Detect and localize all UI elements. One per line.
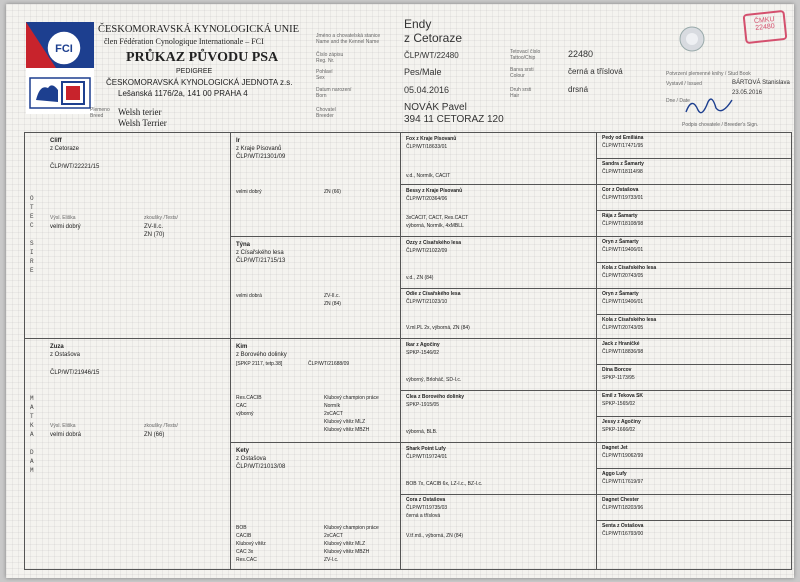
dam-tests-label: zkoušky /Tests/ (144, 423, 178, 429)
gen3-7-reg: ČLP/WT/19735/03 (406, 505, 448, 511)
reg-label: Číslo zápisu Reg. Nr. (316, 52, 344, 64)
gen3-1-reg: ČLP/WT/20364/06 (406, 196, 448, 202)
gen4-3-name: Rája z Šamarty (602, 213, 638, 219)
gen4-9-name: Dina Borcov (602, 367, 632, 373)
gen2-2-note-h: Klubový vítěz MBZH (324, 427, 370, 433)
gen2-3-note-j: ZV-I.c. (324, 557, 339, 563)
pedigree-certificate (6, 4, 794, 578)
gen2-3-note-c: Klubový vítěz (236, 541, 266, 547)
gen2-0-kennel: z Kraje Písovanů (236, 146, 282, 152)
gen2-1-kennel: z Císařského lesa (236, 250, 284, 256)
gen3-4-name: Ikar z Agočiny (406, 342, 440, 348)
sire-test-1: ZV-II.c. (144, 224, 164, 230)
gen4-10-name: Emil z Tekova SK (602, 393, 644, 399)
club-address: Lešanská 1176/2a, 141 00 PRAHA 4 (118, 89, 248, 98)
gen4-13-name: Aggo Lufy (602, 471, 627, 477)
gen4-5-name: Kola z Císařského lesa (602, 265, 657, 271)
gen3-7-note: V.tř.mš., výborná, ZN (84) (406, 533, 464, 539)
gen4-3-reg: ČLP/WT/18108/98 (602, 221, 644, 227)
tattoo-label: Tetovací číslo Tattoo/Chip (510, 49, 541, 61)
breeder-label: Chovatel Breeder (316, 107, 336, 119)
gen4-15-name: Senta z Ostašova (602, 523, 644, 529)
gen3-4-reg: SPKP-1546/02 (406, 350, 440, 356)
gen4-12-name: Dagnet Jet (602, 445, 628, 451)
hologram-mark (670, 24, 714, 54)
dog-hair: drsná (568, 85, 589, 94)
gen4-14-reg: ČLP/WT/18203/96 (602, 505, 644, 511)
issued-by: BÁRTOVÁ Stanislava (732, 80, 790, 86)
gen2-2-reg2: [SPKP 2117, tetp.38] (236, 361, 283, 367)
gen2-3-note-e: Res.CAC (236, 557, 257, 563)
gen4-11-reg: SPKP-1666/02 (602, 427, 636, 433)
gen3-3-name: Odie z Císařského lesa (406, 291, 461, 297)
dog-colour: černá a tříslová (568, 67, 623, 76)
dam-name: Zuza (50, 344, 64, 350)
breeder-address: 394 11 CETORAZ 120 (404, 114, 504, 125)
date-label: Dne / Date (666, 98, 690, 104)
sire-show-label: Výsl. Eliška (50, 215, 76, 221)
gen2-2-note-f: 2xCACT (324, 411, 343, 417)
dog-name-1: Endy (404, 17, 432, 31)
breed-czech: Welsh terier (118, 107, 162, 117)
dog-reg: ČLP/WT/22480 (404, 51, 459, 60)
gen4-12-reg: ČLP/WT/19062/99 (602, 453, 644, 459)
gen3-2-name: Ozzy z Císařského lesa (406, 240, 462, 246)
gen2-3-note-g: 2xCACT (324, 533, 343, 539)
sire-reg: ČLP/WT/22221/15 (50, 164, 100, 170)
org-membership: člen Fédération Cynologique Internationale – FCI (104, 37, 264, 46)
gen2-3-name: Kety (236, 448, 250, 454)
dam-show-label: Výsl. Eliška (50, 423, 76, 429)
gen3-0-note: v.d., Normík, CACIT (406, 173, 451, 179)
dog-tattoo: 22480 (568, 49, 594, 59)
gen4-6-reg: ČLP/WT/19406/01 (602, 299, 644, 305)
gen3-4-note: výborný, Brloháč, SD-I.c. (406, 377, 462, 383)
gen3-6-name: Shark Point Lufy (406, 446, 446, 452)
sire-test-2: ZN (70) (144, 232, 165, 238)
gen3-2-reg: ČLP/WT/21022/09 (406, 248, 448, 254)
studbook-label: Potvrzení plemenné knihy / Stud Book (666, 71, 751, 77)
gen3-7-reg2: černá a tříslová (406, 513, 441, 519)
org-name: ČESKOMORAVSKÁ KYNOLOGICKÁ UNIE (98, 24, 300, 35)
gen2-2-reg: ČLP/WT/21688/09 (308, 361, 350, 367)
gen4-7-reg: ČLP/WT/20743/05 (602, 325, 644, 331)
gen2-1-note-c: ZN (84) (324, 301, 341, 307)
gen2-3-reg: ČLP/WT/21013/08 (236, 464, 286, 470)
gen2-3-note-a: BOB (236, 525, 247, 531)
issued-label: Vystavil / Issued (666, 81, 702, 87)
gen3-6-reg: ČLP/WT/19724/01 (406, 454, 448, 460)
breed-label: Plemeno Breed (90, 107, 110, 119)
issue-date: 23.05.2016 (732, 90, 763, 96)
breed-english: Welsh Terrier (118, 118, 167, 128)
gen2-0-name: Ir (236, 138, 241, 144)
breeder-sign-label: Podpis chovatele / Breeder's Sign. (682, 122, 759, 128)
gen2-1-note-b: ZV-II.c. (324, 293, 340, 299)
dog-sex: Pes/Male (404, 67, 442, 77)
gen4-8-name: Jack z Hraničké (602, 341, 640, 347)
gen4-1-reg: ČLP/WT/18114/98 (602, 169, 643, 175)
gen4-1-name: Sandra z Šamarty (602, 161, 644, 167)
gen3-0-reg: ČLP/WT/18633/01 (406, 144, 448, 150)
gen4-10-reg: SPKP-1565/02 (602, 401, 636, 407)
gen2-2-kennel: z Borového dolinky (236, 352, 287, 358)
breeder-name: NOVÁK Pavel (404, 102, 467, 113)
gen4-8-reg: ČLP/WT/18836/98 (602, 349, 644, 355)
fci-logo-text: FCI (55, 43, 73, 55)
colour-label: Barva srsti Colour (510, 67, 534, 79)
sire-side-label: O T E C S I R E (30, 195, 34, 274)
club-name: ČESKOMORAVSKÁ KYNOLOGICKÁ JEDNOTA z.s. (106, 78, 293, 87)
gen4-2-reg: ČLP/WT/19733/01 (602, 195, 644, 201)
sire-tests-label: zkoušky /Tests/ (144, 215, 178, 221)
gen2-0-reg: ČLP/WT/21301/09 (236, 154, 286, 160)
gen3-6-note: BOB 7x, CACIB 6x, LZ-I.c., BZ-I.c. (406, 481, 483, 487)
gen2-3-note-i: Klubový vítěz MBZH (324, 549, 370, 555)
name-label: Jméno a chovatelská stanice Name and the Kennel Name (316, 33, 381, 45)
signature (682, 92, 742, 120)
cmku-logo (26, 22, 94, 114)
dog-name-2: z Cetoraze (404, 31, 463, 45)
dam-kennel: z Ostašova (50, 352, 81, 358)
dam-reg: ČLP/WT/21946/15 (50, 370, 100, 376)
gen4-11-name: Jessy z Agočiny (602, 419, 641, 425)
gen2-3-kennel: z Ostašova (236, 456, 267, 462)
page-subtitle: PEDIGREE (176, 68, 213, 75)
gen3-3-note: V.ml.PL 2x, výborná, ZN (84) (406, 325, 470, 331)
gen2-2-note-a: Res.CACIB (236, 395, 262, 401)
gen3-7-name: Cora z Ostašova (406, 497, 446, 503)
gen2-1-name: Týna (236, 242, 251, 248)
gen2-2-note-d: Klubový champion práce (324, 395, 379, 401)
gen2-2-note-e: Normík (324, 403, 341, 409)
gen3-5-reg: SPKP-1915/05 (406, 402, 440, 408)
dam-test-1: ZN (66) (144, 432, 165, 438)
gen3-3-reg: ČLP/WT/21023/10 (406, 299, 448, 305)
gen2-1-reg: ČLP/WT/21715/13 (236, 258, 286, 264)
gen2-0-note-b: ZN (66) (324, 189, 341, 195)
gen3-5-name: Clea z Borového dolinky (406, 394, 465, 400)
gen4-15-reg: ČLP/WT/16793/00 (602, 531, 644, 537)
gen4-0-reg: ČLP/WT/17471/95 (602, 143, 644, 149)
gen4-14-name: Dagnet Chester (602, 497, 639, 503)
gen4-4-name: Oryn z Šamarty (602, 239, 639, 245)
gen4-7-name: Kola z Císařského lesa (602, 317, 657, 323)
dob-label: Datum narození Born (316, 87, 352, 99)
sire-name: Cliff (50, 138, 62, 144)
page-title: PRŮKAZ PŮVODU PSA (126, 50, 279, 65)
gen2-3-note-d: CAC 3x (236, 549, 254, 555)
gen4-6-name: Oryn z Šamarty (602, 291, 639, 297)
dog-dob: 05.04.2016 (404, 85, 450, 95)
gen4-2-name: Cor z Ostašova (602, 187, 639, 193)
sex-label: Pohlaví Sex (316, 69, 333, 81)
gen2-3-note-b: CACIB (236, 533, 252, 539)
gen3-2-note: v.d., ZN (84) (406, 275, 434, 281)
gen2-2-name: Kim (236, 344, 248, 350)
pedigree-grid (24, 132, 792, 570)
gen4-0-name: Pedy od Emiliána (602, 135, 644, 141)
gen3-0-name: Fox z Kraje Písovanů (406, 136, 457, 142)
gen3-5-note: výborná, BLB. (406, 429, 438, 435)
gen2-0-note-a: velmi dobrý (236, 189, 262, 195)
gen3-1-note2: výborná, Normík, 4xMBLL (406, 223, 464, 229)
gen4-4-reg: ČLP/WT/19406/01 (602, 247, 644, 253)
gen2-2-note-c: výborný (236, 411, 254, 417)
dam-show: velmi dobrá (50, 432, 82, 438)
gen3-1-name: Bessy z Kraje Písovanů (406, 188, 463, 194)
gen4-13-reg: ČLP/WT/17619/97 (602, 479, 644, 485)
gen2-2-note-b: CAC (236, 403, 247, 409)
dam-side-label: M A T K A D A M (30, 395, 34, 474)
gen3-1-note: 3xCACIT, CACT, Res.CACT (406, 215, 469, 221)
gen4-5-reg: ČLP/WT/20743/05 (602, 273, 644, 279)
sire-show: velmi dobrý (50, 224, 81, 230)
sire-kennel: z Cetoraze (50, 146, 80, 152)
gen2-1-note-a: velmi dobrá (236, 293, 262, 299)
gen2-3-note-h: Klubový vítěz MLZ (324, 541, 366, 547)
hair-label: Druh srsti Hair (510, 87, 532, 99)
registration-stamp: ČMKU 22480 (743, 10, 788, 44)
gen2-3-note-f: Klubový champion práce (324, 525, 379, 531)
gen4-9-reg: SPKP-1173/95 (602, 375, 635, 381)
gen2-2-note-g: Klubový vítěz MLZ (324, 419, 366, 425)
